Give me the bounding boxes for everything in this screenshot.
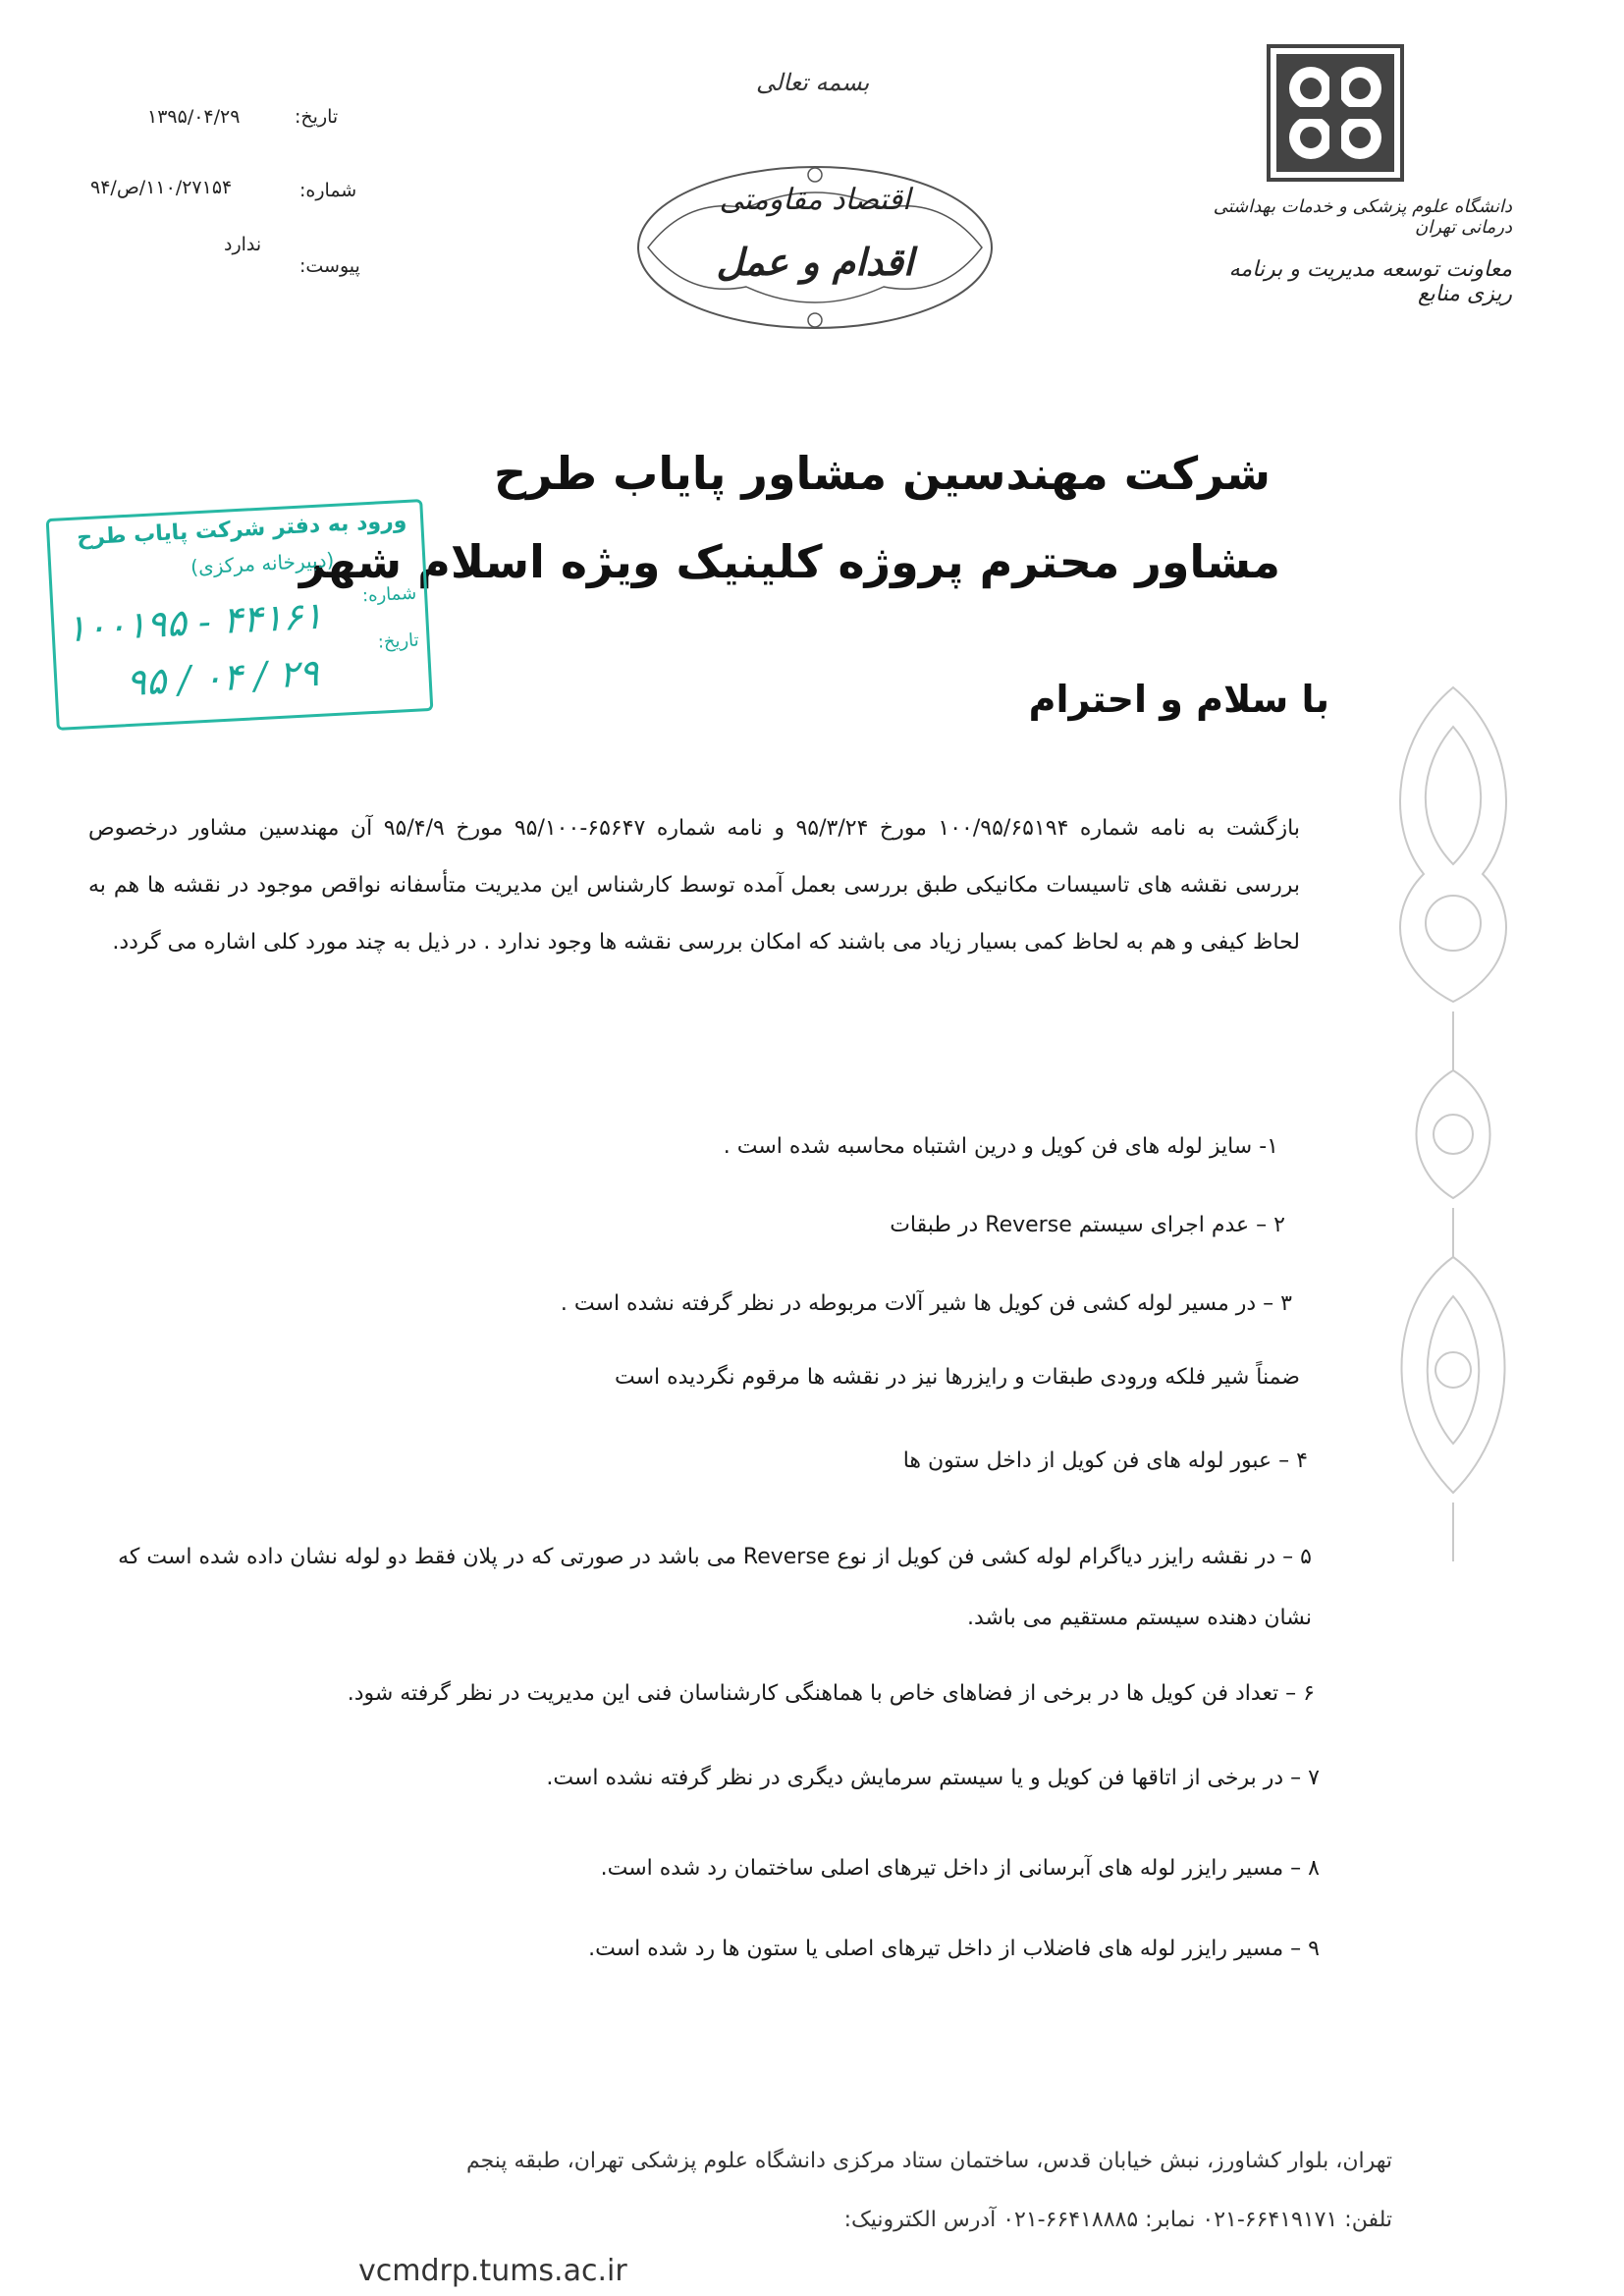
tums-logo-icon (1267, 44, 1404, 182)
greeting: با سلام و احترام (1028, 678, 1329, 721)
arabesque-ornament-icon (1365, 678, 1542, 1581)
item-3-note: ضمناً شیر فلکه ورودی طبقات و رایزرها نیز در نقشه ها مرقوم نگردیده است (614, 1365, 1300, 1390)
stamp-date-label: تاریخ: (377, 629, 420, 653)
attachment-label: پیوست: (299, 255, 360, 277)
footer-contact: تلفن: ۶۶۴۱۹۱۷۱-۰۲۱ نمابر: ۶۶۴۱۸۸۸۵-۰۲۱ آدرس الکترونیک: (843, 2208, 1392, 2232)
item-2: ۲ – عدم اجرای سیستم Reverse در طبقات (890, 1213, 1285, 1237)
date-value: ۱۳۹۵/۰۴/۲۹ (147, 106, 241, 128)
item-6: ۶ – تعداد فن کویل ها در برخی از فضاهای خاص با هماهنگی کارشناسان فنی این مدیریت در نظر گرفته شود. (347, 1681, 1315, 1706)
slogan-emblem (628, 157, 1001, 339)
item-8: ۸ – مسیر رایزر لوله های آبرسانی از داخل تیرهای اصلی ساختمان رد شده است. (600, 1856, 1320, 1881)
item-5: ۵ – در نقشه رایزر دیاگرام لوله کشی فن کویل از نوع Reverse می باشد در صورتی که در پلان فقط دو لوله نشان داده شده است که نشان دهنده سیستم مستقیم می باشد. (118, 1545, 1312, 1630)
university-name: دانشگاه علوم پزشکی و خدمات بهداشتی درمانی تهران (1213, 196, 1512, 238)
number-value: ۱۱۰/۲۷۱۵۴/ص/۹۴ (90, 177, 233, 198)
item-3: ۳ – در مسیر لوله کشی فن کویل ها شیر آلات مربوطه در نظر گرفته نشده است . (560, 1291, 1292, 1316)
addressee-line-1: شرکت مهندسین مشاور پایاب طرح (493, 447, 1271, 500)
stamp-title: ورود به دفتر شرکت پایاب طرح (76, 508, 407, 551)
department-name: معاونت توسعه مدیریت و برنامه ریزی منابع (1228, 257, 1512, 306)
attachment-value: ندارد (224, 234, 262, 255)
university-logo (1267, 44, 1404, 182)
stamp-subtitle: (دبیرخانه مرکزی) (189, 547, 335, 579)
slogan-main-text: اقدام و عمل (716, 240, 914, 284)
date-label: تاریخ: (295, 106, 339, 128)
side-ornament (1365, 678, 1542, 1581)
registry-stamp (46, 499, 434, 731)
item-9: ۹ – مسیر رایزر لوله های فاضلاب از داخل تیرهای اصلی یا ستون ها رد شده است. (588, 1937, 1320, 1961)
item-1: ۱- سایز لوله های فن کویل و درین اشتباه محاسبه شده است . (723, 1134, 1278, 1159)
number-label: شماره: (299, 180, 357, 201)
intro-paragraph: بازگشت به نامه شماره ۱۰۰/۹۵/۶۵۱۹۴ مورخ ۹۵/۳/۲۴ و نامه شماره ۶۵۶۴۷-۹۵/۱۰۰ مورخ ۹۵/۴/۹ آن مهندسین مشاور درخصوص بررسی نقشه های تاسیسات مکانیکی طبق بررسی بعمل آمده توسط کارشناس این مدیریت متأسفانه نواقص موجود در نقشه ها هم به لحاظ کیفی و هم به لحاظ کمی بسیار زیاد می باشند که امکان بررسی نقشه ها وجود ندارد . در ذیل به چند مورد کلی اشاره می گردد. (88, 816, 1300, 955)
footer-website[interactable]: vcmdrp.tums.ac.ir (358, 2254, 627, 2288)
addressee-line-2: مشاور محترم پروژه کلینیک ویژه اسلام شهر (298, 535, 1280, 588)
stamp-number-label: شماره: (361, 582, 417, 607)
item-4: ۴ – عبور لوله های فن کویل از داخل ستون ها (902, 1449, 1308, 1473)
stamp-date-value: ۹۵ / ۰۴ / ۲۹ (125, 650, 320, 705)
stamp-number-value: ۱۰۰۱۹۵ - ۴۴۱۶۱ (65, 593, 324, 651)
footer-address: تهران، بلوار کشاورز، نبش خیابان قدس، ساختمان ستاد مرکزی دانشگاه علوم پزشکی تهران، طبقه پنجم (465, 2149, 1392, 2173)
item-7: ۷ – در برخی از اتاقها فن کویل و یا سیستم سرمایش دیگری در نظر گرفته نشده است. (546, 1766, 1320, 1790)
slogan-top-text: اقتصاد مقاومتی (719, 183, 911, 217)
basmala: بسمه تعالی (756, 69, 870, 96)
